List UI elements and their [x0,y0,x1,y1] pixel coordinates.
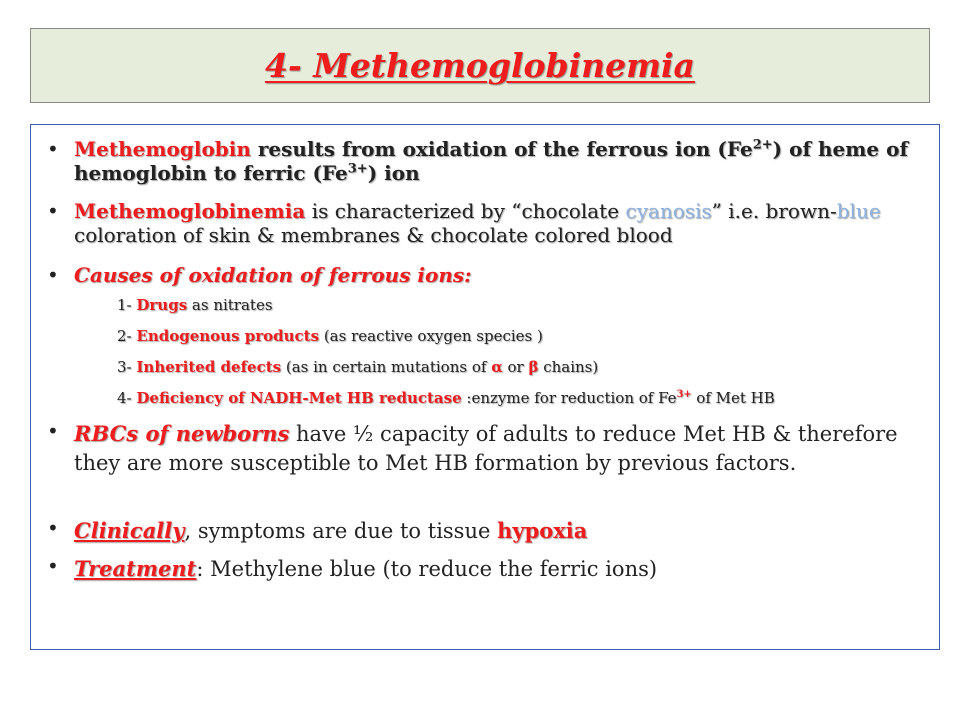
bullet-rbcs-newborns [44,419,934,478]
cause-term: Endogenous products [136,327,320,345]
term-clinically: Clinically [74,518,185,543]
bullet-methemoglobin [44,137,934,185]
text-segment: ) of heme of hemoglobin to ferric (Fe [74,137,909,185]
beta-symbol: β [528,358,539,376]
bullet-treatment [44,554,934,584]
bullet-icon: • [47,554,59,578]
cause-term: Drugs [136,296,188,314]
bullet-text [74,516,934,546]
alpha-symbol: α [491,358,503,376]
cause-number: 2- [117,327,137,345]
text-segment: have ½ capacity of adults to reduce Met HB & therefore they are more susceptible to Met HB formation by previous factors. [74,422,898,475]
bullet-text [74,137,934,185]
text-segment: results from oxidation of the ferrous ion (Fe [250,137,753,161]
text-segment: ) ion [367,161,420,185]
cause-number: 4- [117,389,137,407]
cause-text: :enzyme for reduction of Fe [461,389,677,407]
bullet-clinically [44,516,934,546]
term-treatment: Treatment [74,556,197,581]
bullet-icon: • [47,516,59,540]
text-cyanosis: cyanosis [625,199,712,223]
cause-term: Inherited defects [136,358,282,376]
bullet-list [44,137,934,592]
bullet-icon: • [47,263,59,287]
cause-text: (as reactive oxygen species ) [319,327,543,345]
cause-item-3 [44,357,934,377]
cause-text: or [502,358,529,376]
cause-number: 3- [117,358,137,376]
text-segment: , symptoms are due to tissue [184,519,498,543]
cause-text: of Met HB [691,389,775,407]
bullet-text [74,419,934,478]
bullet-text [74,199,934,247]
cause-item-1 [44,295,934,315]
cause-item-4 [44,388,934,408]
text-segment: : Methylene blue (to reduce the ferric ions) [196,557,658,581]
cause-number: 1- [117,296,137,314]
bullet-text [74,554,934,584]
text-segment: is characterized by “chocolate [305,199,626,223]
superscript: 3+ [676,389,692,400]
cause-term: Deficiency of NADH-Met HB reductase [136,389,462,407]
cause-text: (as in certain mutations of [281,358,492,376]
superscript: 3+ [347,161,368,177]
bullet-methemoglobinemia [44,199,934,247]
cause-item-2 [44,326,934,346]
term-methemoglobinemia: Methemoglobinemia [74,199,306,223]
title-box [30,28,930,103]
text-segment: coloration of skin & membranes & chocolate colored blood [74,223,673,247]
bullet-icon: • [47,199,59,223]
causes-heading: Causes of oxidation of ferrous ions: [74,263,472,287]
text-segment: ” i.e. brown- [711,199,837,223]
bullet-icon: • [47,137,59,161]
slide-title: 4- Methemoglobinemia [265,46,695,85]
term-hypoxia: hypoxia [497,518,588,543]
bullet-causes-heading [44,263,934,287]
term-rbcs-newborns: RBCs of newborns [74,421,290,446]
superscript: 2+ [752,137,773,153]
term-methemoglobin: Methemoglobin [74,137,251,161]
bullet-icon: • [47,419,59,443]
cause-text: as nitrates [187,296,273,314]
text-blue: blue [836,199,881,223]
cause-text: chains) [538,358,599,376]
